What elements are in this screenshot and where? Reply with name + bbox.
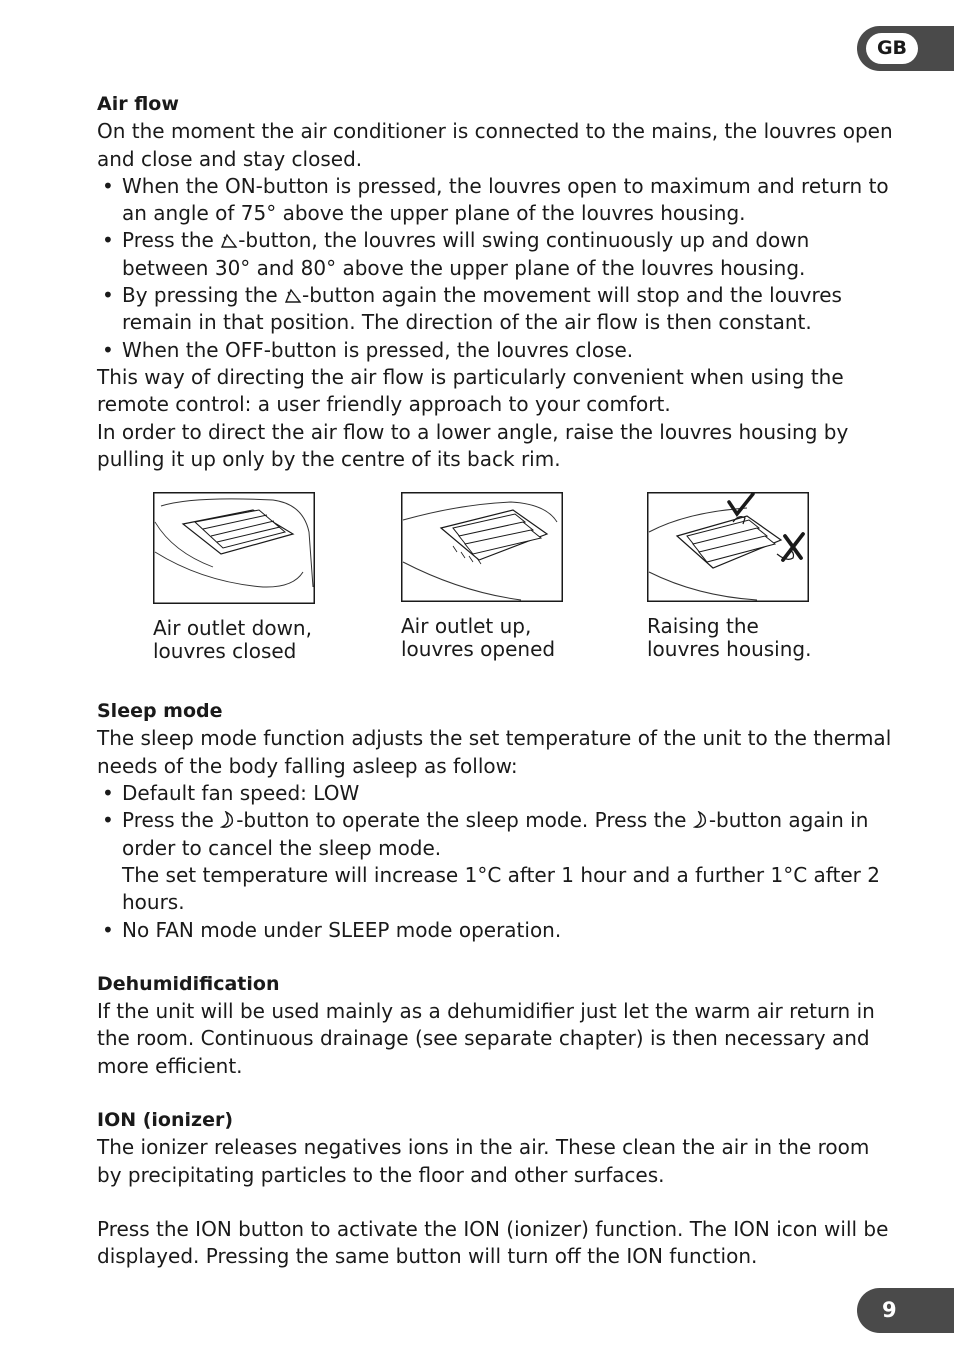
list-item — [97, 337, 897, 364]
list-item-text: -button again the movement will stop and the louvres remain in that position. The direction of the air flow is then constant. — [122, 283, 842, 335]
caption-line: Air outlet up, — [401, 614, 532, 639]
dehumidification-body: If the unit will be used mainly as a dehumidifier just let the warm air return in the room. Continuous drainage (see separate chapter) is then necessary and more efficient. — [97, 999, 875, 1078]
list-item-text: When the ON-button is pressed, the louvres open to maximum and return to an angle of 75° above the upper plane of the louvres housing. — [122, 173, 889, 226]
language-badge: GB — [866, 33, 918, 64]
caption-line: Raising the — [647, 614, 759, 639]
list-item-text: -button to operate the sleep mode. Press the — [236, 808, 693, 833]
figure-louvres-opened — [401, 492, 563, 661]
ion-paragraph: Press the ION button to activate the ION (ionizer) function. The ION icon will be displayed. Pressing the same button will turn off the ION function. — [97, 1216, 889, 1269]
list-item-text: -button, the louvres will swing continuously up and down between 30° and 80° above the upper plane of the louvres housing. — [122, 228, 810, 280]
caption-line: louvres opened — [401, 637, 556, 662]
list-item-text: Press the — [122, 228, 221, 253]
sleep-mode-heading: Sleep mode — [97, 700, 223, 723]
page-number: 9 — [857, 1288, 954, 1333]
language-tab — [857, 26, 954, 71]
raising-housing-illustration — [647, 492, 809, 602]
swing-icon — [284, 287, 302, 304]
sleep-mode-intro: The sleep mode function adjusts the set temperature of the unit to the thermal needs of the body falling asleep as follow: — [97, 726, 892, 778]
list-item — [97, 807, 897, 916]
air-flow-intro: On the moment the air conditioner is connected to the mains, the louvres open and close and stay closed. — [97, 119, 893, 171]
figure-louvres-closed — [153, 492, 315, 663]
list-item-text: Press the — [122, 808, 221, 833]
figure-caption — [647, 615, 811, 661]
louvre-figures — [97, 492, 897, 698]
list-item-text: By pressing the — [122, 283, 285, 308]
ion-paragraph: The ionizer releases negatives ions in the air. These clean the air in the room by precipitating particles to the floor and other surfaces. — [97, 1135, 870, 1187]
sleep-moon-icon — [220, 811, 236, 829]
ion-heading: ION (ionizer) — [97, 1109, 234, 1132]
list-item — [97, 780, 897, 807]
list-item-text: The set temperature will increase 1°C after 1 hour and a further 1°C after 2 hours. — [122, 862, 880, 915]
list-item — [97, 173, 897, 228]
figure-raising-housing — [647, 492, 811, 661]
list-item — [97, 917, 897, 944]
figure-caption — [153, 617, 315, 663]
dehumidification-section — [97, 971, 897, 1080]
air-flow-paragraph: This way of directing the air flow is particularly convenient when using the remote control: a user friendly approach to your comfort. — [97, 364, 844, 417]
swing-icon — [220, 232, 238, 249]
list-item — [97, 227, 897, 282]
sleep-mode-section — [97, 698, 897, 944]
list-item-text: -button again in order to cancel the sleep mode. — [122, 808, 869, 860]
air-flow-paragraph: In order to direct the air flow to a lower angle, raise the louvres housing by pulling it up only by the centre of its back rim. — [97, 419, 849, 471]
figure-caption — [401, 615, 563, 661]
ion-section — [97, 1107, 897, 1270]
caption-line: louvres closed — [153, 639, 297, 664]
louvres-closed-illustration — [153, 492, 315, 604]
air-flow-list — [97, 173, 897, 364]
air-flow-heading: Air flow — [97, 93, 179, 115]
sleep-moon-icon — [693, 811, 709, 829]
sleep-mode-list — [97, 780, 897, 944]
caption-line: louvres housing. — [647, 637, 812, 662]
caption-line: Air outlet down, — [153, 616, 312, 641]
list-item-text: Default fan speed: LOW — [122, 781, 360, 806]
air-flow-section — [97, 91, 897, 473]
list-item-text: No FAN mode under SLEEP mode operation. — [122, 917, 562, 942]
list-item — [97, 282, 897, 337]
list-item-text: When the OFF-button is pressed, the louvres close. — [122, 337, 634, 362]
dehumidification-heading: Dehumidification — [97, 972, 280, 995]
page-content — [97, 91, 897, 1271]
louvres-opened-illustration — [401, 492, 563, 602]
